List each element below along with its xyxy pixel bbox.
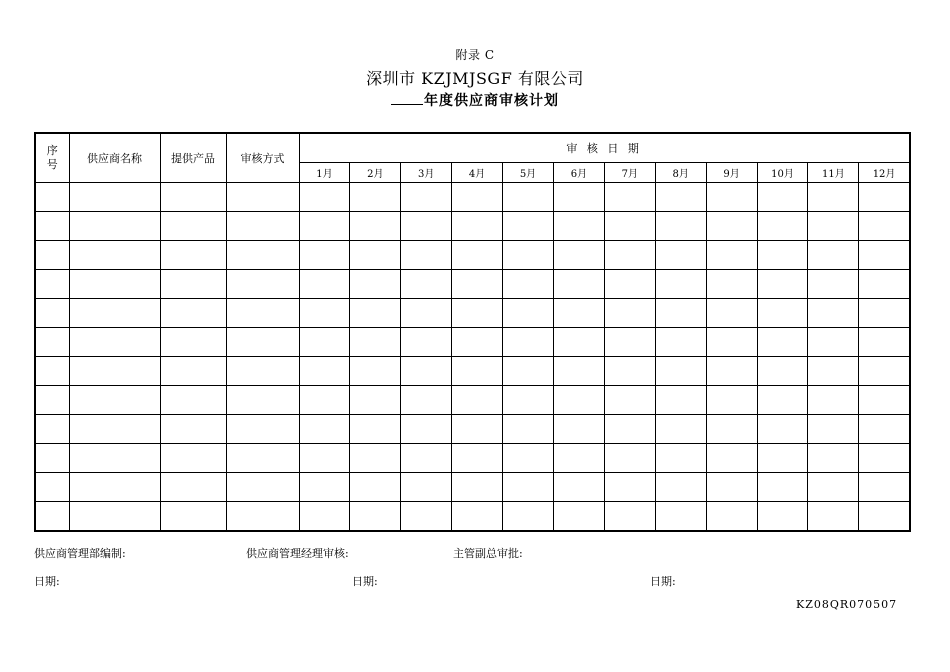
month-6-cell[interactable] [553,183,604,212]
month-2-cell[interactable] [350,502,401,532]
month-8-cell[interactable] [655,270,706,299]
month-11-cell[interactable] [808,502,859,532]
month-3-cell[interactable] [401,299,452,328]
month-12-cell[interactable] [859,299,910,328]
document-code: KZ08QR070507 [796,598,898,611]
month-2-cell[interactable] [350,241,401,270]
supplier-cell[interactable] [69,415,160,444]
month-8-cell[interactable] [655,241,706,270]
month-9-cell[interactable] [706,183,757,212]
product-cell[interactable] [160,473,226,502]
table-row [35,270,910,299]
table-row [35,444,910,473]
month-9-cell[interactable] [706,328,757,357]
seq-cell[interactable] [35,415,69,444]
supplier-cell[interactable] [69,183,160,212]
month-3-cell[interactable] [401,386,452,415]
month-4-cell[interactable] [452,357,503,386]
month-12-cell[interactable] [859,183,910,212]
method-cell[interactable] [226,328,299,357]
table-row [35,299,910,328]
month-5-cell[interactable] [503,241,554,270]
month-10-cell[interactable] [757,444,808,473]
month-9-cell[interactable] [706,270,757,299]
product-cell[interactable] [160,357,226,386]
month-8-cell[interactable] [655,473,706,502]
month-8-cell[interactable] [655,357,706,386]
month-12-cell[interactable] [859,241,910,270]
month-12-cell[interactable] [859,415,910,444]
table-row [35,328,910,357]
month-11-cell[interactable] [808,357,859,386]
supplier-cell[interactable] [69,444,160,473]
month-header-6: 6月 [553,163,604,183]
table-row [35,183,910,212]
company-name: 深圳市 KZJMJSGF 有限公司 [366,69,584,88]
month-12-cell[interactable] [859,212,910,241]
supplier-cell[interactable] [69,328,160,357]
month-1-cell[interactable] [299,473,350,502]
supplier-cell[interactable] [69,299,160,328]
method-cell[interactable] [226,183,299,212]
month-6-cell[interactable] [553,502,604,532]
seq-cell[interactable] [35,502,69,532]
month-1-cell[interactable] [299,212,350,241]
month-5-cell[interactable] [503,444,554,473]
product-cell[interactable] [160,328,226,357]
month-1-cell[interactable] [299,241,350,270]
month-6-cell[interactable] [553,357,604,386]
month-11-cell[interactable] [808,212,859,241]
month-6-cell[interactable] [553,212,604,241]
seq-cell[interactable] [35,357,69,386]
month-10-cell[interactable] [757,241,808,270]
month-10-cell[interactable] [757,415,808,444]
month-3-cell[interactable] [401,444,452,473]
month-1-cell[interactable] [299,502,350,532]
month-6-cell[interactable] [553,241,604,270]
month-9-cell[interactable] [706,502,757,532]
month-9-cell[interactable] [706,299,757,328]
month-header-8: 8月 [655,163,706,183]
month-8-cell[interactable] [655,299,706,328]
month-5-cell[interactable] [503,473,554,502]
month-5-cell[interactable] [503,357,554,386]
month-12-cell[interactable] [859,357,910,386]
month-7-cell[interactable] [604,444,655,473]
month-1-cell[interactable] [299,357,350,386]
seq-cell[interactable] [35,212,69,241]
month-1-cell[interactable] [299,328,350,357]
month-8-cell[interactable] [655,502,706,532]
month-3-cell[interactable] [401,502,452,532]
month-3-cell[interactable] [401,183,452,212]
month-4-cell[interactable] [452,444,503,473]
month-4-cell[interactable] [452,386,503,415]
prepared-date-label: 日期: [34,575,60,588]
method-cell[interactable] [226,502,299,532]
product-cell[interactable] [160,270,226,299]
seq-cell[interactable] [35,299,69,328]
method-cell[interactable] [226,444,299,473]
product-cell[interactable] [160,386,226,415]
audit-date-header: 审 核 日 期 [299,133,910,163]
supplier-cell[interactable] [69,212,160,241]
month-11-cell[interactable] [808,299,859,328]
month-10-cell[interactable] [757,270,808,299]
col-product-header: 提供产品 [160,133,226,183]
month-11-cell[interactable] [808,473,859,502]
month-5-cell[interactable] [503,183,554,212]
month-4-cell[interactable] [452,502,503,532]
month-9-cell[interactable] [706,444,757,473]
month-1-cell[interactable] [299,270,350,299]
month-11-cell[interactable] [808,241,859,270]
month-3-cell[interactable] [401,473,452,502]
month-10-cell[interactable] [757,357,808,386]
month-3-cell[interactable] [401,212,452,241]
month-5-cell[interactable] [503,415,554,444]
month-4-cell[interactable] [452,415,503,444]
month-6-cell[interactable] [553,415,604,444]
month-6-cell[interactable] [553,328,604,357]
month-3-cell[interactable] [401,357,452,386]
month-3-cell[interactable] [401,415,452,444]
month-header-7: 7月 [604,163,655,183]
month-11-cell[interactable] [808,270,859,299]
table-row [35,473,910,502]
month-2-cell[interactable] [350,212,401,241]
approved-date-label: 日期: [650,575,676,588]
month-10-cell[interactable] [757,183,808,212]
month-7-cell[interactable] [604,241,655,270]
month-4-cell[interactable] [452,183,503,212]
month-12-cell[interactable] [859,444,910,473]
method-cell[interactable] [226,357,299,386]
month-12-cell[interactable] [859,502,910,532]
month-2-cell[interactable] [350,357,401,386]
month-10-cell[interactable] [757,386,808,415]
method-cell[interactable] [226,386,299,415]
header-row-1 [35,133,910,163]
month-8-cell[interactable] [655,444,706,473]
month-2-cell[interactable] [350,183,401,212]
month-header-3: 3月 [401,163,452,183]
seq-cell[interactable] [35,386,69,415]
month-10-cell[interactable] [757,212,808,241]
month-4-cell[interactable] [452,270,503,299]
seq-cell[interactable] [35,270,69,299]
month-7-cell[interactable] [604,415,655,444]
month-header-10: 10月 [757,163,808,183]
month-12-cell[interactable] [859,473,910,502]
seq-cell[interactable] [35,241,69,270]
month-10-cell[interactable] [757,328,808,357]
product-cell[interactable] [160,212,226,241]
col-method-header: 审核方式 [226,133,299,183]
month-header-9: 9月 [706,163,757,183]
month-2-cell[interactable] [350,444,401,473]
month-2-cell[interactable] [350,270,401,299]
supplier-cell[interactable] [69,386,160,415]
prepared-by-label: 供应商管理部编制: [34,547,126,560]
month-6-cell[interactable] [553,386,604,415]
month-5-cell[interactable] [503,212,554,241]
month-7-cell[interactable] [604,212,655,241]
month-header-2: 2月 [350,163,401,183]
month-6-cell[interactable] [553,299,604,328]
approved-by-label: 主管副总审批: [453,547,523,560]
month-header-1: 1月 [299,163,350,183]
product-cell[interactable] [160,241,226,270]
month-11-cell[interactable] [808,415,859,444]
month-5-cell[interactable] [503,299,554,328]
appendix-label: 附录 C [455,48,495,62]
month-3-cell[interactable] [401,241,452,270]
month-11-cell[interactable] [808,444,859,473]
table-row [35,415,910,444]
month-1-cell[interactable] [299,183,350,212]
month-7-cell[interactable] [604,299,655,328]
reviewed-by-label: 供应商管理经理审核: [246,547,349,560]
supplier-cell[interactable] [69,473,160,502]
plan-title [0,90,950,110]
month-11-cell[interactable] [808,386,859,415]
month-1-cell[interactable] [299,444,350,473]
month-header-12: 12月 [859,163,910,183]
month-5-cell[interactable] [503,502,554,532]
month-7-cell[interactable] [604,386,655,415]
product-cell[interactable] [160,299,226,328]
col-seq-header [35,133,69,183]
seq-cell[interactable] [35,473,69,502]
product-cell[interactable] [160,502,226,532]
month-2-cell[interactable] [350,299,401,328]
seq-cell[interactable] [35,444,69,473]
month-4-cell[interactable] [452,241,503,270]
product-cell[interactable] [160,444,226,473]
reviewed-date-label: 日期: [352,575,378,588]
month-4-cell[interactable] [452,473,503,502]
method-cell[interactable] [226,299,299,328]
month-2-cell[interactable] [350,473,401,502]
month-7-cell[interactable] [604,502,655,532]
month-8-cell[interactable] [655,415,706,444]
month-6-cell[interactable] [553,473,604,502]
month-7-cell[interactable] [604,183,655,212]
month-9-cell[interactable] [706,212,757,241]
seq-cell[interactable] [35,183,69,212]
month-10-cell[interactable] [757,502,808,532]
month-8-cell[interactable] [655,212,706,241]
month-4-cell[interactable] [452,328,503,357]
month-1-cell[interactable] [299,386,350,415]
col-supplier-header: 供应商名称 [69,133,160,183]
month-10-cell[interactable] [757,473,808,502]
month-2-cell[interactable] [350,328,401,357]
month-11-cell[interactable] [808,183,859,212]
seq-cell[interactable] [35,328,69,357]
month-5-cell[interactable] [503,270,554,299]
supplier-cell[interactable] [69,270,160,299]
supplier-cell[interactable] [69,357,160,386]
month-1-cell[interactable] [299,415,350,444]
month-9-cell[interactable] [706,357,757,386]
table-row [35,386,910,415]
month-8-cell[interactable] [655,328,706,357]
month-8-cell[interactable] [655,386,706,415]
month-8-cell[interactable] [655,183,706,212]
month-5-cell[interactable] [503,386,554,415]
table-row [35,241,910,270]
supplier-cell[interactable] [69,502,160,532]
table-row [35,357,910,386]
month-12-cell[interactable] [859,386,910,415]
month-7-cell[interactable] [604,473,655,502]
month-7-cell[interactable] [604,328,655,357]
month-12-cell[interactable] [859,328,910,357]
month-header-4: 4月 [452,163,503,183]
product-cell[interactable] [160,415,226,444]
product-cell[interactable] [160,183,226,212]
month-12-cell[interactable] [859,270,910,299]
month-9-cell[interactable] [706,386,757,415]
method-cell[interactable] [226,473,299,502]
month-header-5: 5月 [503,163,554,183]
month-4-cell[interactable] [452,299,503,328]
plan-title-text: 年度供应商审核计划 [424,93,559,109]
table-row [35,212,910,241]
month-2-cell[interactable] [350,386,401,415]
month-10-cell[interactable] [757,299,808,328]
month-6-cell[interactable] [553,270,604,299]
method-cell[interactable] [226,270,299,299]
month-9-cell[interactable] [706,415,757,444]
supplier-cell[interactable] [69,241,160,270]
col-seq-label: 序号 [46,144,58,171]
month-9-cell[interactable] [706,473,757,502]
month-11-cell[interactable] [808,328,859,357]
table-row [35,502,910,532]
month-7-cell[interactable] [604,270,655,299]
month-4-cell[interactable] [452,212,503,241]
method-cell[interactable] [226,212,299,241]
month-6-cell[interactable] [553,444,604,473]
month-2-cell[interactable] [350,415,401,444]
month-1-cell[interactable] [299,299,350,328]
month-3-cell[interactable] [401,270,452,299]
month-7-cell[interactable] [604,357,655,386]
audit-plan-table [34,132,911,532]
method-cell[interactable] [226,415,299,444]
month-9-cell[interactable] [706,241,757,270]
method-cell[interactable] [226,241,299,270]
year-blank-field[interactable] [391,92,423,105]
month-3-cell[interactable] [401,328,452,357]
month-5-cell[interactable] [503,328,554,357]
month-header-11: 11月 [808,163,859,183]
